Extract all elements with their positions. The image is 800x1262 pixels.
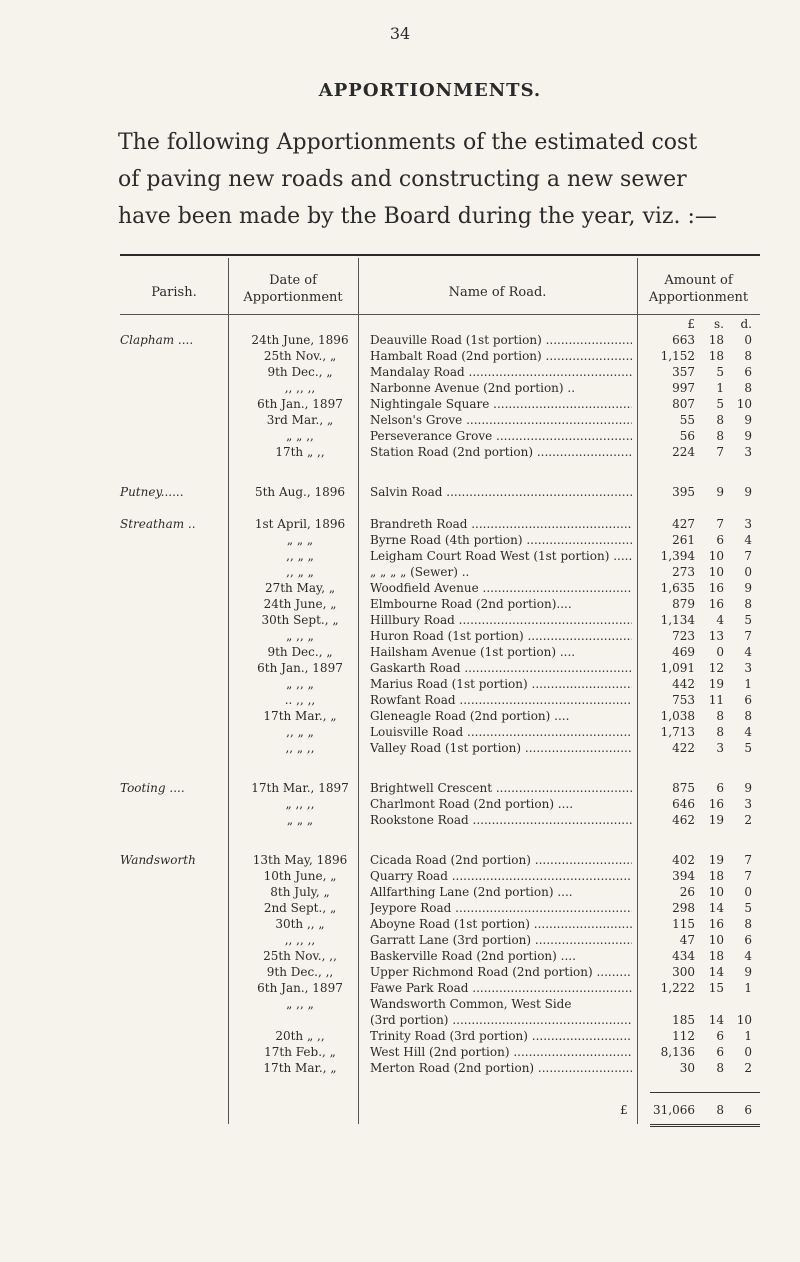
date-cell: ,, „ ,, [285, 741, 315, 755]
shillings-cell: 14 [708, 1013, 724, 1027]
pounds-cell: 879 [672, 597, 695, 611]
total-rule [650, 1092, 760, 1093]
pence-cell: 3 [744, 797, 752, 811]
pounds-cell: 1,394 [660, 549, 695, 563]
currency-header-row [0, 316, 800, 332]
parish-cell: Wandsworth [120, 853, 196, 867]
table-row [0, 1044, 800, 1060]
pounds-cell: 723 [672, 629, 695, 643]
shillings-cell: 16 [708, 917, 724, 931]
header-date-line1: Date of [269, 273, 317, 288]
date-cell: 2nd Sept., „ [263, 901, 337, 915]
header-date-line2: Apportionment [243, 290, 343, 305]
shillings-cell: 16 [708, 597, 724, 611]
header-pence: d. [740, 317, 752, 331]
pounds-cell: 663 [672, 333, 695, 347]
road-cell: Brightwell Crescent ..... [370, 780, 632, 796]
shillings-cell: 8 [716, 413, 724, 427]
pence-cell: 4 [744, 645, 752, 659]
shillings-cell: 15 [708, 981, 724, 995]
pounds-cell: 112 [672, 1029, 695, 1043]
road-cell: (3rd portion) ..... [370, 1012, 632, 1028]
pounds-cell: 469 [672, 645, 695, 659]
shillings-cell: 18 [708, 949, 724, 963]
pounds-cell: 1,091 [660, 661, 695, 675]
shillings-cell: 8 [716, 429, 724, 443]
road-cell: Merton Road (2nd portion) ..... [370, 1060, 632, 1076]
pence-cell: 8 [744, 709, 752, 723]
date-cell: „ „ „ [286, 813, 314, 827]
pence-cell: 9 [744, 485, 752, 499]
pence-cell: 9 [744, 413, 752, 427]
header-rule [120, 314, 760, 315]
table-row [0, 580, 800, 596]
total-row [0, 1102, 800, 1118]
pence-cell: 5 [744, 741, 752, 755]
pounds-cell: 462 [672, 813, 695, 827]
intro-line: of paving new roads and constructing a new sewer [118, 167, 687, 192]
table-row [0, 948, 800, 964]
table-row [0, 428, 800, 444]
pounds-cell: 1,152 [660, 349, 695, 363]
pounds-cell: 753 [672, 693, 695, 707]
road-cell: Narbonne Avenue (2nd portion) .. [370, 381, 576, 395]
header-pounds: £ [687, 317, 695, 331]
pence-cell: 9 [744, 781, 752, 795]
parish-cell: Clapham .... [120, 333, 194, 347]
road-cell: Byrne Road (4th portion) ..... [370, 532, 632, 548]
shillings-cell: 6 [716, 533, 724, 547]
page-title: APPORTIONMENTS. [318, 80, 542, 101]
shillings-cell: 6 [716, 1045, 724, 1059]
shillings-cell: 18 [708, 869, 724, 883]
table-row [0, 964, 800, 980]
pounds-cell: 1,222 [660, 981, 695, 995]
pounds-cell: 55 [679, 413, 695, 427]
intro-line: have been made by the Board during the year, viz. :— [118, 204, 717, 229]
road-cell: Elmbourne Road (2nd portion).... [370, 597, 572, 611]
pence-cell: 3 [744, 661, 752, 675]
pence-cell: 7 [744, 629, 752, 643]
shillings-cell: 9 [716, 485, 724, 499]
shillings-cell: 16 [708, 581, 724, 595]
pence-cell: 10 [736, 1013, 752, 1027]
pounds-cell: 1,713 [660, 725, 695, 739]
date-cell: „ ,, „ [286, 629, 314, 643]
pounds-cell: 646 [672, 797, 695, 811]
date-cell: 25th Nov., ,, [263, 949, 337, 963]
pounds-cell: 298 [672, 901, 695, 915]
table-row [0, 364, 800, 380]
pence-cell: 6 [744, 933, 752, 947]
pounds-cell: 30 [679, 1061, 695, 1075]
road-cell: Gleneagle Road (2nd portion) .... [370, 709, 570, 723]
pence-cell: 4 [744, 533, 752, 547]
date-cell: „ „ „ [286, 533, 314, 547]
shillings-cell: 7 [716, 517, 724, 531]
table-row [0, 564, 800, 580]
road-cell: Jeypore Road ..... [370, 900, 632, 916]
total-pence: 6 [744, 1103, 752, 1117]
pounds-cell: 422 [672, 741, 695, 755]
shillings-cell: 5 [716, 365, 724, 379]
table-row [0, 780, 800, 796]
road-cell: Trinity Road (3rd portion) ..... [370, 1028, 632, 1044]
road-cell: Salvin Road ..... [370, 484, 632, 500]
road-cell: Hillbury Road ..... [370, 612, 632, 628]
date-cell: 30th ,, „ [275, 917, 325, 931]
header-parish: Parish. [151, 285, 197, 300]
road-cell: Louisville Road ..... [370, 724, 632, 740]
shillings-cell: 6 [716, 781, 724, 795]
pounds-cell: 395 [672, 485, 695, 499]
table-row [0, 412, 800, 428]
road-cell: Baskerville Road (2nd portion) .... [370, 949, 576, 963]
road-cell: Leigham Court Road West (1st portion) ..... [370, 548, 632, 564]
table-row [0, 548, 800, 564]
shillings-cell: 14 [708, 901, 724, 915]
pounds-cell: 115 [672, 917, 695, 931]
road-cell: Allfarthing Lane (2nd portion) .... [370, 885, 573, 899]
parish-cell: Putney...... [120, 485, 184, 499]
date-cell: 17th Mar., 1897 [251, 781, 349, 795]
total-shillings: 8 [716, 1103, 724, 1117]
pounds-cell: 224 [672, 445, 695, 459]
pence-cell: 0 [744, 333, 752, 347]
table-row [0, 380, 800, 396]
date-cell: 25th Nov., „ [263, 349, 337, 363]
date-cell: 17th Mar., „ [263, 709, 337, 723]
road-cell: West Hill (2nd portion) ..... [370, 1044, 632, 1060]
date-cell: „ ,, ,, [285, 797, 315, 811]
pounds-cell: 261 [672, 533, 695, 547]
pence-cell: 2 [744, 1061, 752, 1075]
table-row [0, 692, 800, 708]
table-row [0, 852, 800, 868]
table-row [0, 484, 800, 500]
shillings-cell: 6 [716, 1029, 724, 1043]
shillings-cell: 10 [708, 885, 724, 899]
pence-cell: 8 [744, 381, 752, 395]
table-row [0, 612, 800, 628]
pence-cell: 1 [744, 1029, 752, 1043]
pence-cell: 6 [744, 693, 752, 707]
table-row [0, 1012, 800, 1028]
date-cell: 17th „ ,, [275, 445, 325, 459]
date-cell: 6th Jan., 1897 [257, 661, 343, 675]
table-row [0, 916, 800, 932]
road-cell: Mandalay Road ..... [370, 364, 632, 380]
table-top-rule [120, 254, 760, 256]
pence-cell: 1 [744, 677, 752, 691]
table-row [0, 884, 800, 900]
road-cell: Upper Richmond Road (2nd portion) ..... [370, 964, 632, 980]
shillings-cell: 8 [716, 709, 724, 723]
pounds-cell: 56 [679, 429, 695, 443]
pence-cell: 4 [744, 949, 752, 963]
pence-cell: 7 [744, 869, 752, 883]
table-row [0, 348, 800, 364]
pounds-cell: 47 [679, 933, 695, 947]
table-row [0, 796, 800, 812]
shillings-cell: 19 [708, 853, 724, 867]
shillings-cell: 18 [708, 349, 724, 363]
pounds-cell: 273 [672, 565, 695, 579]
table-row [0, 644, 800, 660]
pence-cell: 4 [744, 725, 752, 739]
date-cell: 5th Aug., 1896 [254, 485, 346, 499]
shillings-cell: 4 [716, 613, 724, 627]
table-row [0, 980, 800, 996]
pence-cell: 0 [744, 1045, 752, 1059]
date-cell: 9th Dec., „ [267, 645, 333, 659]
pence-cell: 8 [744, 597, 752, 611]
date-cell: 27th May, „ [264, 581, 336, 595]
table-row [0, 996, 800, 1012]
pounds-cell: 875 [672, 781, 695, 795]
shillings-cell: 8 [716, 725, 724, 739]
date-cell: .. ,, ,, [284, 693, 316, 707]
table-row [0, 532, 800, 548]
table-row [0, 1028, 800, 1044]
shillings-cell: 10 [708, 565, 724, 579]
shillings-cell: 13 [708, 629, 724, 643]
pence-cell: 8 [744, 349, 752, 363]
road-cell: Fawe Park Road ..... [370, 980, 632, 996]
date-cell: 6th Jan., 1897 [257, 981, 343, 995]
total-pounds: 31,066 [653, 1103, 695, 1117]
shillings-cell: 10 [708, 549, 724, 563]
pounds-cell: 357 [672, 365, 695, 379]
date-cell: 9th Dec., ,, [266, 965, 334, 979]
pence-cell: 2 [744, 813, 752, 827]
intro-line: The following Apportionments of the estimated cost [118, 130, 698, 155]
table-row [0, 628, 800, 644]
header-road: Name of Road. [448, 285, 547, 300]
road-cell: Nightingale Square ..... [370, 396, 632, 412]
pounds-cell: 442 [672, 677, 695, 691]
pence-cell: 7 [744, 853, 752, 867]
pence-cell: 5 [744, 901, 752, 915]
road-cell: Aboyne Road (1st portion) ..... [370, 916, 632, 932]
parish-cell: Tooting .... [120, 781, 185, 795]
header-amount-line1: Amount of [664, 273, 733, 288]
table-row [0, 812, 800, 828]
table-row [0, 444, 800, 460]
pence-cell: 0 [744, 565, 752, 579]
date-cell: 1st April, 1896 [254, 517, 346, 531]
pence-cell: 9 [744, 429, 752, 443]
table-row [0, 516, 800, 532]
table-row [0, 596, 800, 612]
pounds-cell: 402 [672, 853, 695, 867]
shillings-cell: 12 [708, 661, 724, 675]
road-cell: Hailsham Avenue (1st portion) .... [370, 645, 576, 659]
shillings-cell: 18 [708, 333, 724, 347]
date-cell: 24th June, 1896 [251, 333, 349, 347]
date-cell: „ ,, „ [286, 677, 314, 691]
date-cell: ,, ,, ,, [284, 381, 316, 395]
date-cell: 8th July, „ [270, 885, 330, 899]
shillings-cell: 8 [716, 1061, 724, 1075]
date-cell: 13th May, 1896 [252, 853, 348, 867]
header-amount [637, 272, 760, 306]
pence-cell: 0 [744, 885, 752, 899]
pounds-cell: 807 [672, 397, 695, 411]
page-number: 34 [389, 24, 411, 43]
shillings-cell: 5 [716, 397, 724, 411]
road-cell: Quarry Road ..... [370, 868, 632, 884]
shillings-cell: 10 [708, 933, 724, 947]
date-cell: ,, „ „ [286, 549, 314, 563]
date-cell: „ ,, „ [286, 997, 314, 1011]
pence-cell: 3 [744, 517, 752, 531]
date-cell: „ „ ,, [286, 429, 314, 443]
pounds-cell: 1,134 [660, 613, 695, 627]
table-row [0, 660, 800, 676]
header-amount-line2: Apportionment [648, 290, 749, 305]
pence-cell: 3 [744, 445, 752, 459]
shillings-cell: 19 [708, 813, 724, 827]
pence-cell: 8 [744, 917, 752, 931]
shillings-cell: 11 [708, 693, 724, 707]
table-row [0, 724, 800, 740]
pence-cell: 10 [736, 397, 752, 411]
road-cell: Brandreth Road ..... [370, 516, 632, 532]
road-cell: Perseverance Grove ..... [370, 428, 632, 444]
road-cell: Woodfield Avenue ..... [370, 580, 632, 596]
shillings-cell: 0 [716, 645, 724, 659]
pounds-cell: 1,635 [660, 581, 695, 595]
road-cell: Hambalt Road (2nd portion) ..... [370, 348, 632, 364]
road-cell: Valley Road (1st portion) ..... [370, 740, 632, 756]
parish-cell: Streatham .. [120, 517, 196, 531]
total-double-rule [650, 1124, 760, 1127]
table-row [0, 740, 800, 756]
date-cell: 3rd Mar., „ [266, 413, 334, 427]
shillings-cell: 3 [716, 741, 724, 755]
pounds-cell: 300 [672, 965, 695, 979]
pounds-cell: 8,136 [660, 1045, 695, 1059]
table-row [0, 932, 800, 948]
date-cell: 17th Mar., „ [263, 1061, 337, 1075]
pounds-cell: 185 [672, 1013, 695, 1027]
road-cell: „ „ „ „ (Sewer) .. [370, 565, 470, 579]
pounds-cell: 997 [672, 381, 695, 395]
intro-paragraph [118, 124, 758, 235]
table-row [0, 396, 800, 412]
pence-cell: 9 [744, 581, 752, 595]
shillings-cell: 19 [708, 677, 724, 691]
shillings-cell: 16 [708, 797, 724, 811]
shillings-cell: 14 [708, 965, 724, 979]
table-row [0, 900, 800, 916]
date-cell: 17th Feb., „ [264, 1045, 336, 1059]
date-cell: 30th Sept., „ [261, 613, 339, 627]
pence-cell: 9 [744, 965, 752, 979]
road-cell: Wandsworth Common, West Side [370, 997, 572, 1011]
road-cell: Rookstone Road ..... [370, 812, 632, 828]
date-cell: ,, „ „ [286, 725, 314, 739]
road-cell: Marius Road (1st portion) ..... [370, 676, 632, 692]
header-shillings: s. [714, 317, 724, 331]
date-cell: 6th Jan., 1897 [257, 397, 343, 411]
date-cell: 9th Dec., „ [267, 365, 333, 379]
pounds-cell: 427 [672, 517, 695, 531]
road-cell: Cicada Road (2nd portion) ..... [370, 852, 632, 868]
pounds-cell: 434 [672, 949, 695, 963]
date-cell: 10th June, „ [263, 869, 337, 883]
road-cell: Station Road (2nd portion) ..... [370, 444, 632, 460]
pounds-cell: 394 [672, 869, 695, 883]
date-cell: ,, „ „ [286, 565, 314, 579]
date-cell: 20th „ ,, [275, 1029, 325, 1043]
road-cell: Gaskarth Road ..... [370, 660, 632, 676]
table-row [0, 868, 800, 884]
date-cell: 24th June, „ [263, 597, 337, 611]
pounds-cell: 26 [679, 885, 695, 899]
pence-cell: 1 [744, 981, 752, 995]
pence-cell: 6 [744, 365, 752, 379]
shillings-cell: 7 [716, 445, 724, 459]
road-cell: Charlmont Road (2nd portion) .... [370, 797, 574, 811]
date-cell: ,, ,, ,, [284, 933, 316, 947]
road-cell: Huron Road (1st portion) ..... [370, 628, 632, 644]
table-row [0, 708, 800, 724]
road-cell: Garratt Lane (3rd portion) ..... [370, 932, 632, 948]
road-cell: Nelson's Grove ..... [370, 412, 632, 428]
total-currency: £ [620, 1103, 628, 1117]
header-date [228, 272, 358, 306]
pounds-cell: 1,038 [660, 709, 695, 723]
shillings-cell: 1 [716, 381, 724, 395]
table-row [0, 332, 800, 348]
road-cell: Deauville Road (1st portion) ..... [370, 332, 632, 348]
road-cell: Rowfant Road ..... [370, 692, 632, 708]
table-row [0, 676, 800, 692]
pence-cell: 7 [744, 549, 752, 563]
pence-cell: 5 [744, 613, 752, 627]
table-row [0, 1060, 800, 1076]
